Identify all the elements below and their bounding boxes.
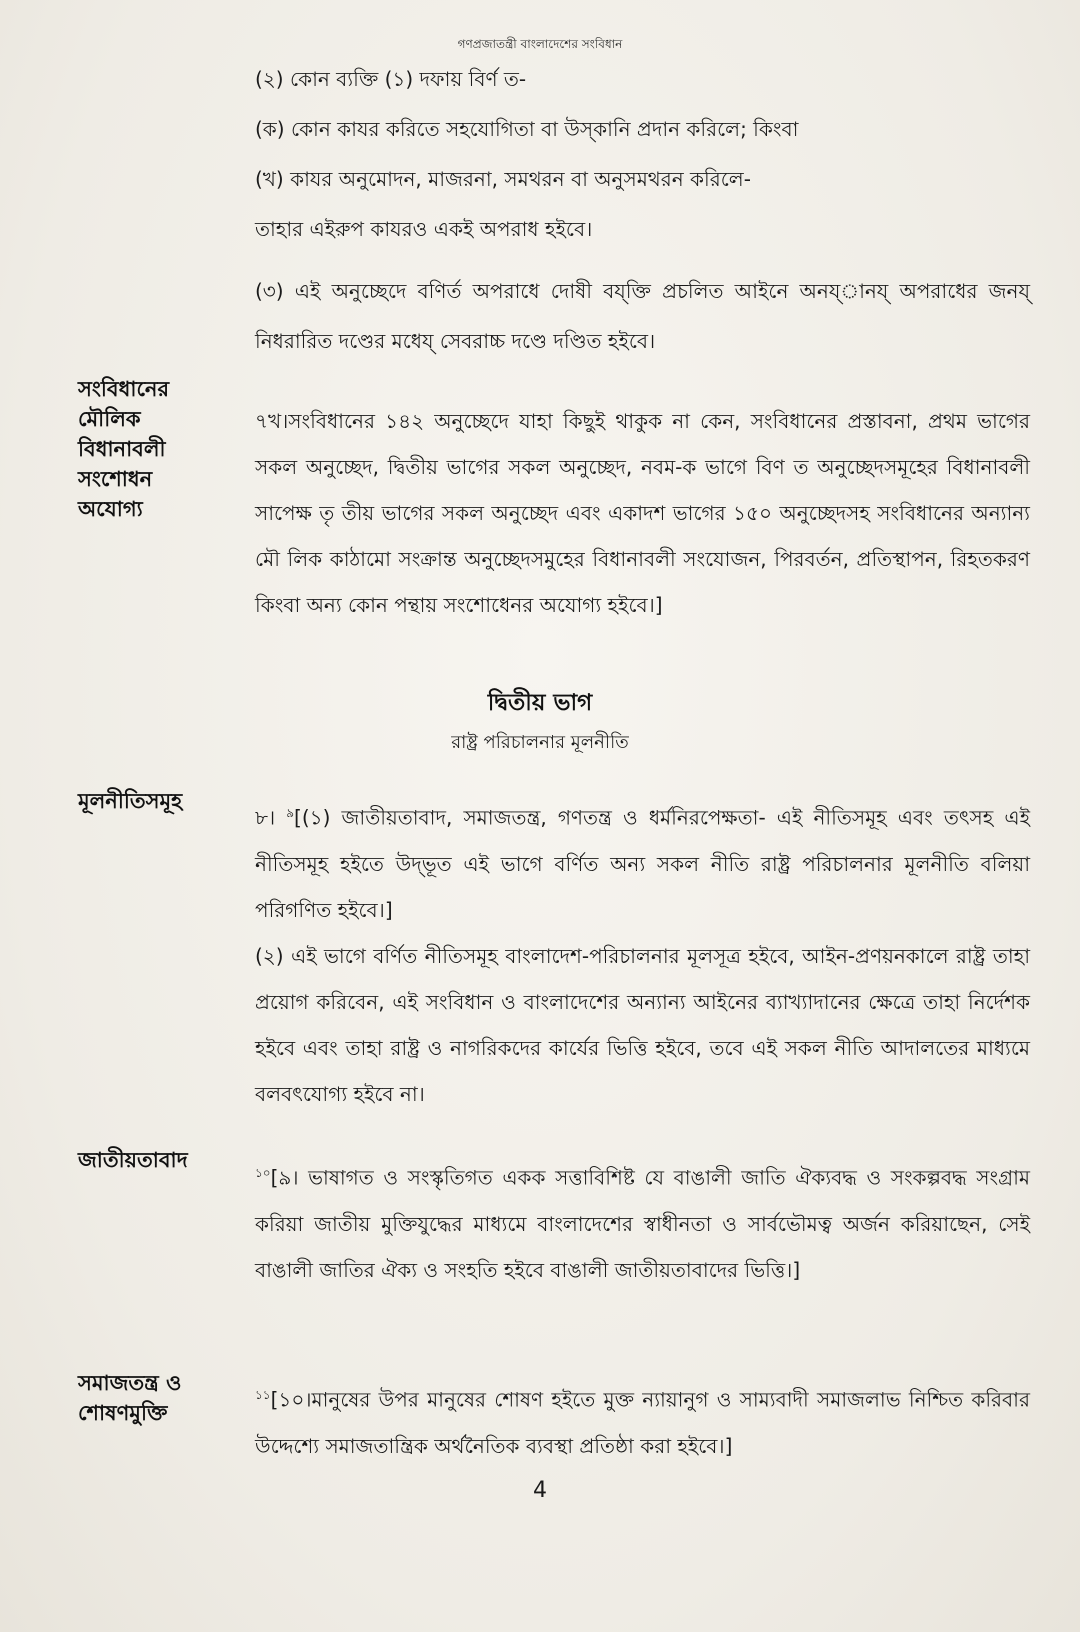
art10-text: [১০।মানুষের উপর মানুষের শোষণ হইতে মুক্ত ন্যায়ানুগ ও সাম্যবাদী সমাজলাভ নিশ্চিত করিবার উদ্দেশ্যে সমাজতান্ত্রিক অর্থনৈতিক ব্যবস্থা প্রতিষ্ঠা করা হইবে।] — [255, 1387, 1030, 1458]
art9-margin-note: জাতীয়তাবাদ — [78, 1148, 188, 1172]
art8-clause1-block — [255, 790, 1030, 933]
art10-block — [255, 1372, 1030, 1469]
footnote-marker: ১১ — [255, 1388, 271, 1402]
running-head: গণপ্রজাতন্ত্রী বাংলাদেশের সংবিধান — [457, 37, 623, 51]
page-number: 4 — [533, 1478, 547, 1503]
art10-margin-note: সমাজতন্ত্র ও শোষণমুক্তি — [78, 1371, 182, 1425]
art7a-sub-kha: (খ) কাযর অনুমোদন, মাজরনা, সমথরন বা অনুসমথরন করিলে- — [255, 167, 751, 191]
art7b-text: ৭খ।সংবিধানের ১৪২ অনুচ্ছেদে যাহা কিছুই থাকুক না কেন, সংবিধানের প্রস্তাবনা, প্রথম ভাগের সকল অনুচ্ছেদ, দ্বিতীয় ভাগের সকল অনুচ্ছেদ, নবম-ক ভাগে বিণ ত অনুচ্ছেদসমূহের বিধানাবলী সাপেক্ষ তৃ তীয় ভাগের সকল অনুচ্ছেদ এবং একাদশ ভাগের ১৫০ অনুচ্ছেদসহ সংবিধানের অন্যান্য মৌ লিক কাঠামো সংক্রান্ত অনুচ্ছেদসমুহের বিধানাবলী সংযোজন, পিরবর্তন, প্রতিস্থাপন, রিহতকরণ কিংবা অন্য কোন পন্থায় সংশোধেনর অযোগ্য হইবে।] — [255, 409, 1030, 617]
art9-text: [৯। ভাষাগত ও সংস্কৃতিগত একক সত্তাবিশিষ্ট যে বাঙালী জাতি ঐক্যবদ্ধ ও সংকল্পবদ্ধ সংগ্রাম করিয়া জাতীয় মুক্তিযুদ্ধের মাধ্যমে বাংলাদেশের স্বাধীনতা ও সার্বভৌমত্ব অর্জন করিয়াছেন, সেই বাঙালী জাতির ঐক্য ও সংহতি হইবে বাঙালী জাতীয়তাবাদের ভিত্তি।] — [255, 1165, 1030, 1282]
art7a-sub-ka: (ক) কোন কাযর করিতে সহযোগিতা বা উস্‌কানি প্রদান করিলে; কিংবা — [255, 117, 799, 141]
part-heading: দ্বিতীয় ভাগ — [487, 690, 593, 716]
art9-block — [255, 1150, 1030, 1293]
footnote-marker: ৯ — [286, 806, 295, 820]
art7a-clause3: (৩) এই অনুচ্ছেদে বণির্ত অপরাধে দোষী বয্‌ক্তি প্রচলিত আইনে অনয্‌ানয্‌ অপরাধের জনয্‌ নিধরারিত দণ্ডের মধেয্‌ সেবরাচ্চ দণ্ডে দণ্ডিত হইবে। — [255, 279, 1030, 353]
art8-clause1: [(১) জাতীয়তাবাদ, সমাজতন্ত্র, গণতন্ত্র ও ধর্মনিরপেক্ষতা- এই নীতিসমূহ এবং তৎসহ এই নীতিসমূহ হইতে উদ্‌ভূত এই ভাগে বর্ণিত অন্য সকল নীতি রাষ্ট্র পরিচালনার মূলনীতি বলিয়া পরিগণিত হইবে।] — [255, 805, 1030, 922]
art8-number: ৮। — [255, 805, 276, 830]
art7a-tail: তাহার এইরুপ কাযরও একই অপরাধ হইবে। — [255, 217, 593, 241]
part-subheading: রাষ্ট্র পরিচালনার মূলনীতি — [451, 732, 629, 753]
art8-margin-note: মূলনীতিসমূহ — [78, 789, 183, 813]
art7b-margin-note: সংবিধানের মৌলিক বিধানাবলী সংশোধন অযোগ্য — [78, 377, 169, 521]
art8-clause2: (২) এই ভাগে বর্ণিত নীতিসমূহ বাংলাদেশ-পরিচালনার মূলসূত্র হইবে, আইন-প্রণয়নকালে রাষ্ট্র তাহা প্রয়োগ করিবেন, এই সংবিধান ও বাংলাদেশের অন্যান্য আইনের ব্যাখ্যাদানের ক্ষেত্রে তাহা নির্দেশক হইবে এবং তাহা রাষ্ট্র ও নাগরিকদের কার্যের ভিত্তি হইবে, তবে এই সকল নীতি আদালতের মাধ্যমে বলবৎযোগ্য হইবে না। — [255, 944, 1030, 1106]
art7a-clause2: (২) কোন ব্যক্তি (১) দফায় বির্ণ ত- — [255, 67, 527, 91]
footnote-marker: ১০ — [255, 1166, 271, 1180]
